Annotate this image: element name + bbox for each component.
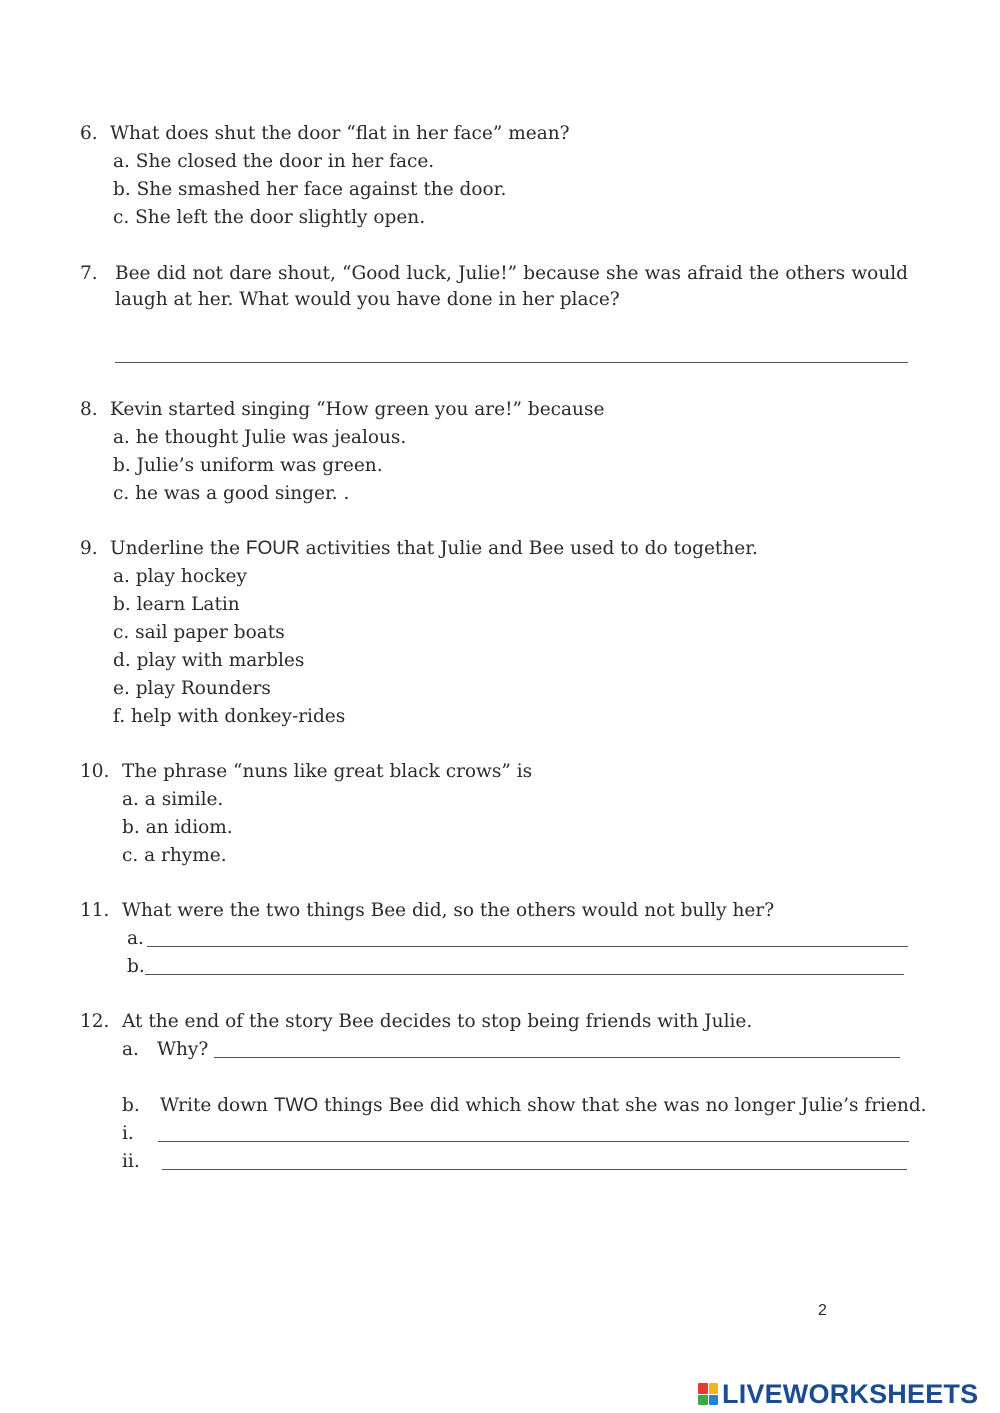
question-9-text-before: Underline the <box>110 538 241 559</box>
question-6-text: What does shut the door “flat in her face” mean? <box>110 123 570 144</box>
question-9-option-a[interactable]: a. play hockey <box>113 566 247 587</box>
page-number: 2 <box>818 1302 827 1319</box>
question-10-option-a[interactable]: a. a simile. <box>122 789 224 810</box>
question-11-number: 11. <box>80 900 110 921</box>
liveworksheets-logo-text: LIVEWORKSHEETS <box>722 1378 979 1409</box>
question-11-label-b: b. <box>127 956 145 977</box>
question-9-text <box>110 537 758 561</box>
question-12-ii-answer-line[interactable] <box>162 1169 907 1170</box>
question-8-option-a[interactable]: a. he thought Julie was jealous. <box>113 427 407 448</box>
question-9-option-d[interactable]: d. play with marbles <box>113 650 305 671</box>
question-12-b-after: things Bee did which show that she was no longer Julie’s friend. <box>324 1095 927 1116</box>
question-12-b-emphasis: TWO <box>273 1095 319 1116</box>
question-9-option-e[interactable]: e. play Rounders <box>113 678 271 699</box>
question-6-option-b[interactable]: b. She smashed her face against the door. <box>113 179 507 200</box>
question-12-a-text: Why? <box>157 1039 209 1060</box>
question-11-label-a: a. <box>127 928 144 949</box>
question-6-option-c[interactable]: c. She left the door slightly open. <box>113 207 426 228</box>
question-8-option-b[interactable]: b. Julie’s uniform was green. <box>113 455 383 476</box>
question-12-i-label: i. <box>122 1123 134 1144</box>
question-11-text: What were the two things Bee did, so the others would not bully her? <box>122 900 775 921</box>
question-9-option-c[interactable]: c. sail paper boats <box>113 622 285 643</box>
liveworksheets-mark-icon <box>698 1383 718 1405</box>
question-8-number: 8. <box>80 399 98 420</box>
question-9-text-after: activities that Julie and Bee used to do together. <box>305 538 758 559</box>
question-9-number: 9. <box>80 538 98 559</box>
question-6-option-a[interactable]: a. She closed the door in her face. <box>113 151 435 172</box>
liveworksheets-logo <box>698 1378 978 1410</box>
question-6-number: 6. <box>80 123 98 144</box>
question-12-a-label: a. <box>122 1039 139 1060</box>
question-12-b-label: b. <box>122 1095 140 1116</box>
question-10-option-b[interactable]: b. an idiom. <box>122 817 233 838</box>
question-12-i-answer-line[interactable] <box>158 1141 909 1142</box>
question-12-text: At the end of the story Bee decides to stop being friends with Julie. <box>122 1011 753 1032</box>
question-10-text: The phrase “nuns like great black crows” is <box>122 761 533 782</box>
question-12-number: 12. <box>80 1011 110 1032</box>
question-12-a-answer-line[interactable] <box>214 1057 900 1058</box>
question-12-ii-label: ii. <box>122 1151 140 1172</box>
question-11-answer-line-a[interactable] <box>147 946 908 947</box>
question-8-text: Kevin started singing “How green you are!” because <box>110 399 605 420</box>
question-11-answer-line-b[interactable] <box>145 974 904 975</box>
question-7-line-2: laugh at her. What would you have done in her place? <box>115 289 620 310</box>
question-9-option-f[interactable]: f. help with donkey-rides <box>113 706 346 727</box>
question-9-option-b[interactable]: b. learn Latin <box>113 594 240 615</box>
question-7-line-1: Bee did not dare shout, “Good luck, Julie!” because she was afraid the others would <box>115 263 908 284</box>
question-12-b-text <box>160 1094 927 1118</box>
question-7-answer-line[interactable] <box>115 362 908 363</box>
question-9-emphasis: FOUR <box>245 538 300 559</box>
question-10-option-c[interactable]: c. a rhyme. <box>122 845 227 866</box>
question-8-option-c[interactable]: c. he was a good singer. . <box>113 483 350 504</box>
question-12-b-before: Write down <box>160 1095 268 1116</box>
question-7-number: 7. <box>80 263 98 284</box>
question-10-number: 10. <box>80 761 110 782</box>
